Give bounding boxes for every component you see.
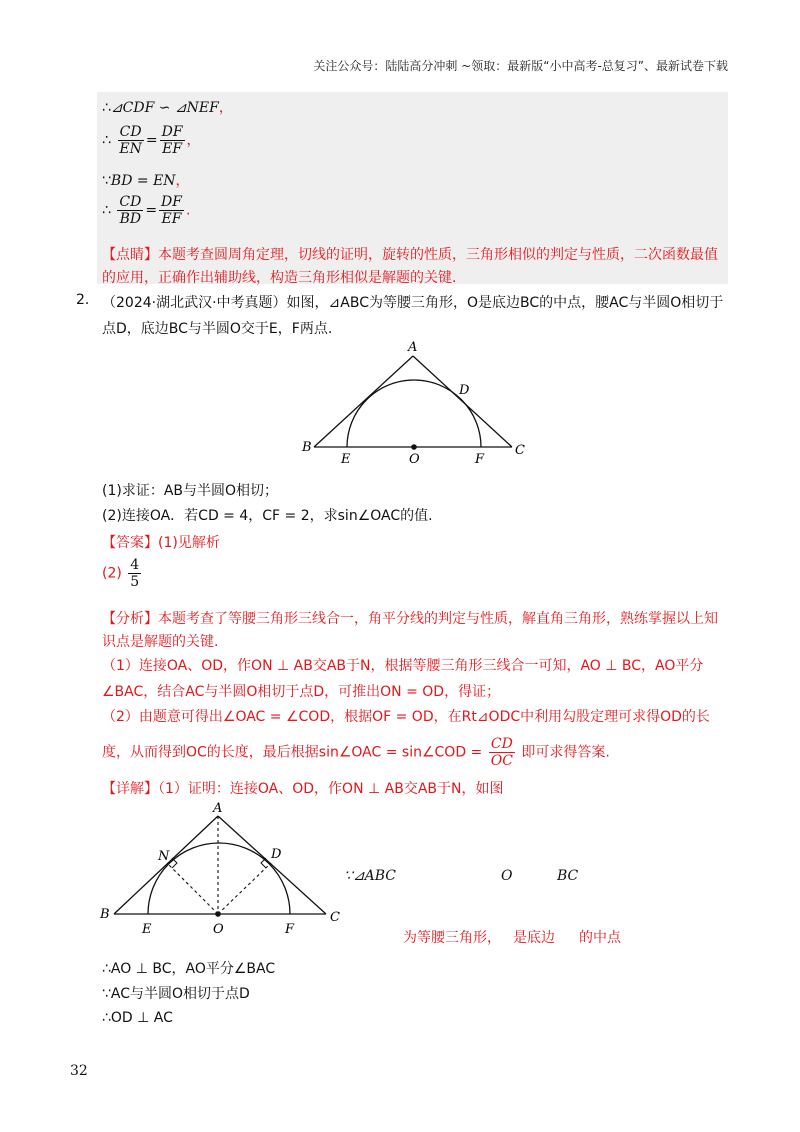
fraction-cd-en: $\frac{CD}{EN}$ bbox=[119, 124, 142, 157]
prev-comment-line-1: 【点睛】本题考查圆周角定理，切线的证明，旋转的性质，三角形相似的判定与性质，二次函数最值 bbox=[102, 247, 718, 263]
fig2-label-a: A bbox=[213, 801, 223, 816]
page-number: 32 bbox=[70, 1063, 88, 1079]
analysis-line-1: 【分析】本题考查了等腰三角形三线合一，角平分线的判定与性质，解直角三角形，熟练掌握以上知 bbox=[102, 611, 718, 627]
figure-auxiliary-lines bbox=[96, 800, 346, 940]
fig1-label-a: A bbox=[408, 340, 418, 355]
detail-line-2: ∴AO ⊥ BC，AO平分∠BAC bbox=[102, 961, 276, 977]
detail-line-4: ∴OD ⊥ AC bbox=[102, 1010, 173, 1026]
fig1-label-b: B bbox=[302, 440, 312, 455]
fraction-df-ef: $\frac{DF}{EF}$ bbox=[161, 124, 183, 157]
question-stem-line-2: 点D，底边BC与半圆O交于E，F两点. bbox=[102, 321, 333, 337]
fig2-label-e: E bbox=[142, 922, 152, 937]
fig2-label-n: N bbox=[158, 849, 170, 864]
detail-side-text-d: 为等腰三角形， bbox=[403, 930, 501, 946]
detail-side-text-f: 的中点 bbox=[579, 930, 621, 946]
figure-triangle-semicircle bbox=[296, 337, 536, 467]
question-number: 2. bbox=[76, 292, 90, 308]
sub-question-2: (2)连接OA．若CD = 4，CF = 2，求sin∠OAC的值. bbox=[102, 508, 433, 524]
fig2-label-c: C bbox=[330, 910, 340, 925]
prev-line-1: ∴⊿CDF ∽ ⊿NEF， bbox=[102, 100, 233, 116]
fig1-label-e: E bbox=[341, 452, 351, 467]
detail-line-1: 【详解】（1）证明：连接OA、OD，作ON ⊥ AB交AB于N，如图 bbox=[102, 781, 504, 797]
prev-comment-line-2: 的应用，正确作出辅助线，构造三角形相似是解题的关键. bbox=[102, 270, 457, 286]
fig2-label-b: B bbox=[100, 907, 110, 922]
analysis-fraction-cd-oc: $\frac{CD}{OC}$ bbox=[490, 736, 513, 769]
fraction-df-ef-2: $\frac{DF}{EF}$ bbox=[161, 194, 182, 227]
detail-side-text-e: 是底边 bbox=[513, 930, 555, 946]
analysis-line-5: （2）由题意可得出∠OAC = ∠COD，根据OF = OD，在Rt⊿ODC中利用勾股定理可求得OD的长 bbox=[102, 709, 710, 725]
detail-line-3: ∵AC与半圆O相切于点D bbox=[102, 986, 250, 1002]
fig1-label-c: C bbox=[515, 443, 525, 458]
analysis-line-6: 度，从而得到OC的长度，最后根据sin∠OAC = sin∠COD = $\frac{CD}{OC}$ 即可求得答案. bbox=[102, 736, 610, 769]
answer-fraction: $\frac{4}{5}$ bbox=[130, 557, 140, 590]
fig1-label-d: D bbox=[459, 383, 470, 398]
fig2-label-f: F bbox=[285, 922, 295, 937]
fig2-label-d: D bbox=[271, 847, 282, 862]
fig1-label-o: O bbox=[409, 452, 420, 467]
prev-line-4: ∴ $\frac{CD}{BD}$ = $\frac{DF}{EF}$ . bbox=[102, 194, 191, 227]
answer-line-1: 【答案】(1)见解析 bbox=[102, 535, 220, 551]
analysis-line-4: ∠BAC，结合AC与半圆O相切于点D，可推出ON = OD，得证； bbox=[102, 684, 501, 700]
analysis-line-2: 识点是解题的关键. bbox=[102, 634, 219, 650]
analysis-line-3: （1）连接OA、OD，作ON ⊥ AB交AB于N，根据等腰三角形三线合一可知，AO ⊥ BC，AO平分 bbox=[102, 658, 704, 674]
detail-side-text-a: ∵⊿ABC bbox=[344, 868, 397, 884]
fraction-cd-bd: $\frac{CD}{BD}$ bbox=[119, 194, 142, 227]
prev-line-2: ∴ $\frac{CD}{EN}$ = $\frac{DF}{EF}$ ， bbox=[102, 124, 201, 157]
fig1-label-f: F bbox=[475, 452, 485, 467]
fig2-label-o: O bbox=[213, 922, 224, 937]
prev-line-1-math: ⊿CDF ∽ ⊿NEF bbox=[110, 100, 219, 116]
detail-side-text-c: BC bbox=[557, 868, 579, 884]
sub-question-1: (1)求证：AB与半圆O相切； bbox=[102, 483, 279, 499]
detail-side-text-b: O bbox=[501, 868, 513, 884]
answer-line-2: (2) $\frac{4}{5}$ bbox=[102, 557, 140, 590]
prev-line-3: ∵BD = EN， bbox=[102, 173, 190, 189]
page-header: 关注公众号：陆陆高分冲刺 ~领取：最新版“小中高考-总复习”、最新试卷下载 bbox=[313, 59, 728, 73]
question-stem-line-1: （2024·湖北武汉·中考真题）如图，⊿ABC为等腰三角形，O是底边BC的中点，腰AC与半圆O相切于 bbox=[102, 295, 724, 311]
